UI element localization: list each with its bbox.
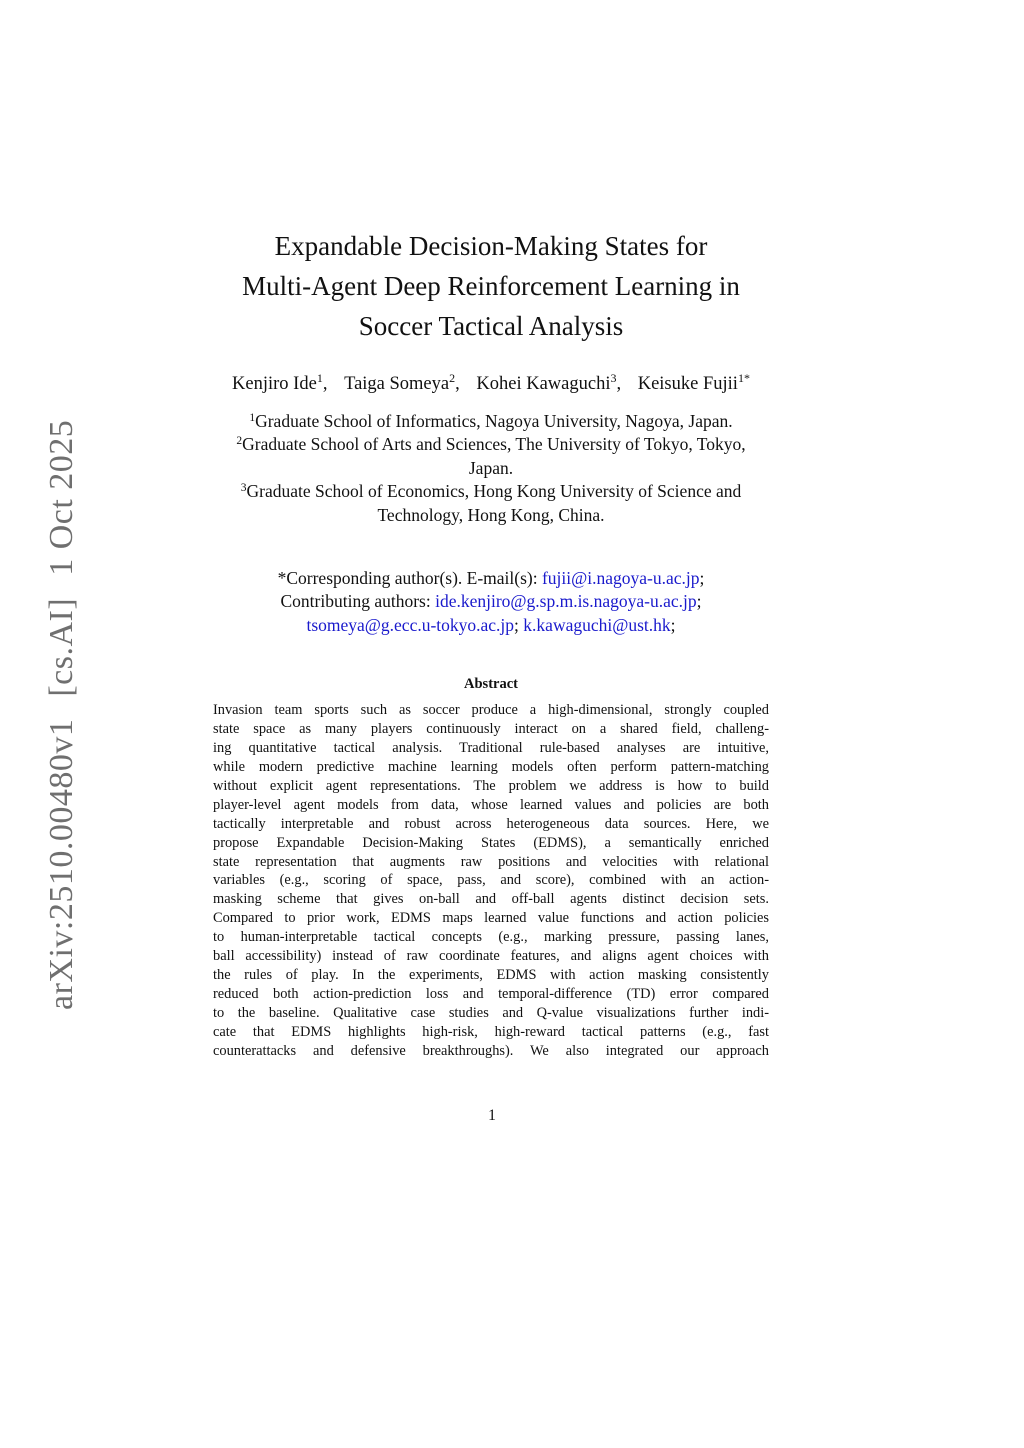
affiliation-mark: 1 xyxy=(249,412,256,424)
abstract-heading: Abstract xyxy=(464,676,518,692)
abstract-line: ing quantitative tactical analysis. Traditional rule-based analyses are intuitive, xyxy=(213,739,769,756)
author-separator: , xyxy=(455,374,460,394)
contributing-authors-label: Contributing authors: xyxy=(280,591,436,612)
title-line: Soccer Tactical Analysis xyxy=(358,311,624,341)
author-name: Keisuke Fujii xyxy=(637,374,738,394)
arxiv-date: 1 Oct 2025 xyxy=(43,419,80,576)
contributing-authors-line xyxy=(190,590,792,613)
author xyxy=(344,371,460,395)
author-separator: , xyxy=(322,374,328,394)
affiliation-line: Technology, Hong Kong, China. xyxy=(377,504,605,525)
abstract-line: Compared to prior work, EDMS maps learned value functions and action policies xyxy=(213,910,769,927)
abstract-line: propose Expandable Decision-Making States (EDMS), a semantically enriched xyxy=(213,834,769,851)
title-line: Expandable Decision-Making States for xyxy=(274,231,708,261)
author-separator: , xyxy=(616,374,622,394)
affiliation xyxy=(190,433,792,480)
author-affiliation-mark: 3 xyxy=(610,371,617,385)
abstract-line: state space as many players continuously interact on a shared field, challeng- xyxy=(213,720,769,737)
affiliation-line: Graduate School of Economics, Hong Kong University of Science and xyxy=(246,481,742,502)
arxiv-id: arXiv:2510.00480v1 xyxy=(43,718,80,1010)
paper-title xyxy=(200,226,782,346)
title-line: Multi-Agent Deep Reinforcement Learning in xyxy=(242,271,740,301)
author-list xyxy=(160,371,822,395)
author-affiliation-mark: 2 xyxy=(449,371,456,385)
abstract-line: state representation that augments raw positions and velocities with relational xyxy=(213,853,769,870)
affiliation-line: Graduate School of Arts and Sciences, The University of Tokyo, Tokyo, xyxy=(242,434,746,455)
affiliation-line: Graduate School of Informatics, Nagoya University, Nagoya, Japan. xyxy=(255,411,733,431)
abstract-line: to human-interpretable tactical concepts (e.g., marking pressure, passing lanes, xyxy=(213,929,769,946)
correspondence-block xyxy=(190,567,792,637)
author-affiliation-mark: 1 xyxy=(316,371,323,385)
abstract-line: ball accessibility) instead of raw coordinate features, and aligns agent choices with xyxy=(213,948,769,965)
affiliation xyxy=(190,410,792,433)
corresponding-author-line xyxy=(190,567,792,590)
email-separator: ; xyxy=(699,568,705,588)
affiliation-mark: 2 xyxy=(236,435,243,448)
affiliation-list xyxy=(190,410,792,527)
abstract-line: counterattacks and defensive breakthroughs). We also integrated our approach xyxy=(213,1042,769,1059)
page-number: 1 xyxy=(488,1107,496,1124)
author xyxy=(476,371,622,395)
corresponding-email-link[interactable]: fujii@i.nagoya-u.ac.jp xyxy=(541,568,700,588)
abstract-line: Invasion team sports such as soccer produce a high-dimensional, strongly coupled xyxy=(213,702,769,718)
abstract-line: cate that EDMS highlights high-risk, high-reward tactical patterns (e.g., fast xyxy=(213,1023,769,1040)
abstract-line: variables (e.g., scoring of space, pass, and score), combined with an action- xyxy=(213,872,769,889)
affiliation-mark: 3 xyxy=(240,482,247,495)
abstract-line: reduced both action-prediction loss and temporal-difference (TD) error compared xyxy=(213,986,769,1003)
contributing-email-link[interactable]: k.kawaguchi@ust.hk xyxy=(523,614,671,635)
abstract-body xyxy=(213,701,769,1061)
abstract-line: while modern predictive machine learning models often perform pattern-matching xyxy=(213,758,769,775)
contributing-email-link[interactable]: ide.kenjiro@g.sp.m.is.nagoya-u.ac.jp xyxy=(435,591,697,612)
email-separator: ; xyxy=(696,591,702,612)
author-name: Kenjiro Ide xyxy=(232,374,317,394)
email-separator: ; xyxy=(670,614,676,635)
arxiv-category: [cs.AI] xyxy=(43,597,80,697)
abstract-line: player-level agent models from data, whose learned values and policies are both xyxy=(213,796,769,813)
abstract-line: to the baseline. Qualitative case studies and Q-value visualizations further indi- xyxy=(213,1005,769,1021)
abstract-line: the rules of play. In the experiments, EDMS with action masking consistently xyxy=(213,967,769,984)
author-name: Taiga Someya xyxy=(344,374,450,394)
author xyxy=(637,371,750,395)
affiliation xyxy=(190,480,792,527)
author-name: Kohei Kawaguchi xyxy=(476,374,611,394)
email-separator: ; xyxy=(514,614,519,635)
abstract-line: masking scheme that gives on-ball and off-ball agents distinct decision sets. xyxy=(213,891,769,908)
arxiv-identifier-stamp xyxy=(43,419,81,1010)
abstract-line: without explicit agent representations. The problem we address is how to build xyxy=(213,777,769,794)
affiliation-line: Japan. xyxy=(468,457,514,478)
contributing-email-link[interactable]: tsomeya@g.ecc.u-tokyo.ac.jp xyxy=(306,614,515,635)
author-affiliation-mark: 1* xyxy=(737,371,750,385)
contributing-authors-line xyxy=(190,614,792,637)
corresponding-author-label: *Corresponding author(s). E-mail(s): xyxy=(277,568,542,588)
abstract-line: tactically interpretable and robust across heterogeneous data sources. Here, we xyxy=(213,815,769,832)
author xyxy=(232,371,328,395)
